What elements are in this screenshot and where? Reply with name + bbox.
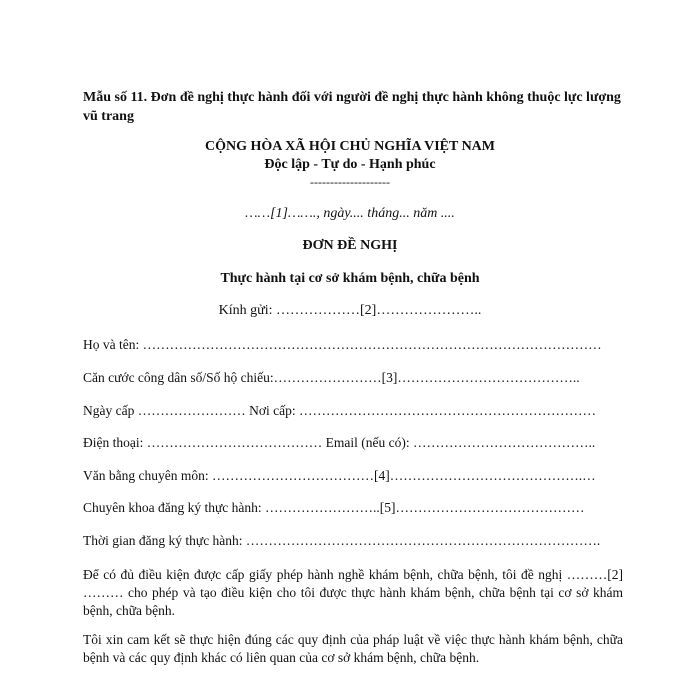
field-id-number: Căn cước công dân số/Số hộ chiếu:……………………[3]………………………………….. xyxy=(83,370,580,385)
field-full-name: Họ và tên: ………………………………………………………………………………………… xyxy=(83,337,602,352)
document-title: ĐƠN ĐỀ NGHỊ xyxy=(302,238,398,253)
form-heading: Mẫu số 11. Đơn đề nghị thực hành đối với người đề nghị thực hành không thuộc lực lượng vũ trang xyxy=(83,90,621,124)
field-issue-date-place: Ngày cấp …………………… Nơi cấp: ………………………………………………………… xyxy=(83,403,596,418)
nation-title: CỘNG HÒA XÃ HỘI CHỦ NGHĨA VIỆT NAM xyxy=(204,139,495,154)
motto: Độc lập - Tự do - Hạnh phúc xyxy=(264,157,436,172)
motto-separator: -------------------- xyxy=(310,175,390,189)
field-phone-email: Điện thoại: ………………………………… Email (nếu có): ………………………………….. xyxy=(83,435,596,450)
document-subtitle: Thực hành tại cơ sở khám bệnh, chữa bệnh xyxy=(220,271,480,286)
commitment-paragraph: Tôi xin cam kết sẽ thực hiện đúng các quy định của pháp luật về việc thực hành khám bệnh, chữa bệnh và các quy định khác có liên quan của cơ sở khám bệnh, chữa bệnh. xyxy=(83,632,623,665)
request-paragraph: Để có đủ điều kiện được cấp giấy phép hành nghề khám bệnh, chữa bệnh, tôi đề nghị ………[2] ……… cho phép và tạo điều kiện cho tôi được thực hành khám bệnh, chữa bệnh tại cơ sở khám bệnh, chữa bệnh. xyxy=(83,567,623,618)
field-qualification: Văn bằng chuyên môn: ………………………………[4]…………………………………….… xyxy=(83,468,596,483)
recipient-line: Kính gửi: ………………[2]………………….. xyxy=(218,303,482,318)
field-specialty: Chuyên khoa đăng ký thực hành: ……………………..[5]…………………………………… xyxy=(83,500,585,515)
place-date-line: ……[1]……., ngày.... tháng... năm .... xyxy=(245,206,455,221)
field-practice-period: Thời gian đăng ký thực hành: ……………………………………………………………………. xyxy=(83,533,601,548)
